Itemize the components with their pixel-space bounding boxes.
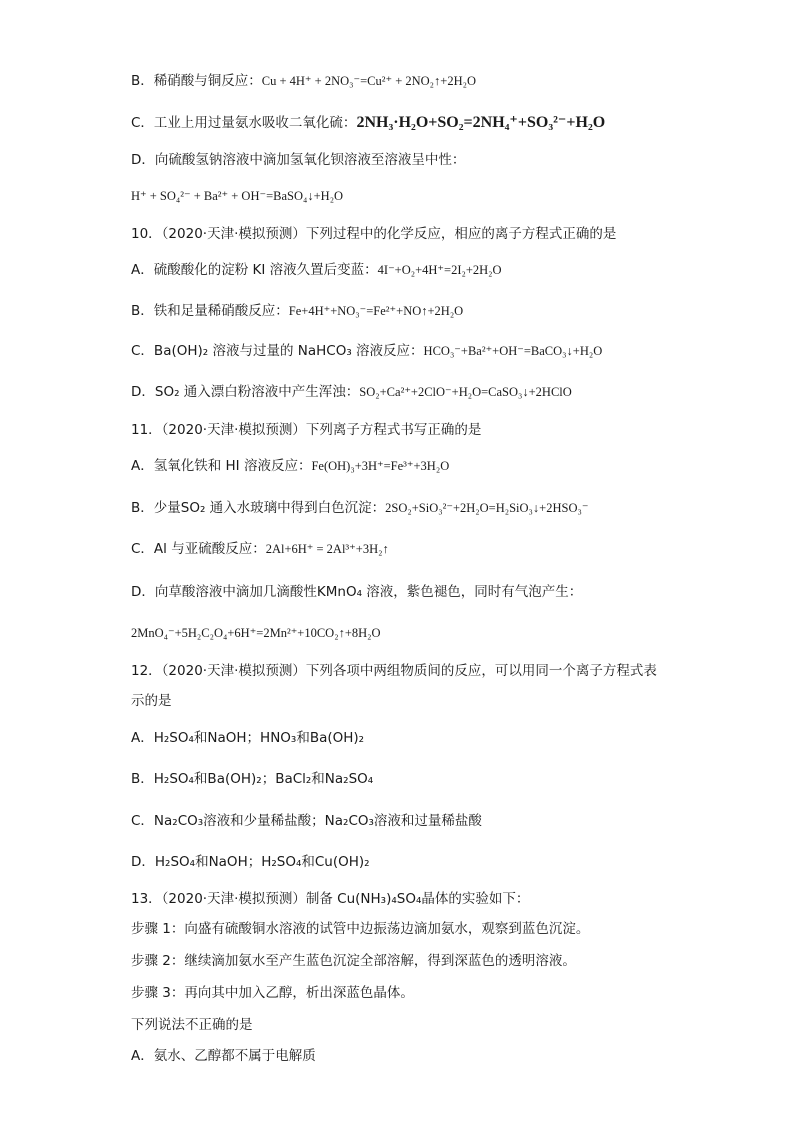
text-line: [131, 457, 449, 475]
line-text: 11．（2020·天津·模拟预测）下列离子方程式书写正确的是: [131, 422, 482, 438]
line-text: D．向草酸溶液中滴加几滴酸性KMnO₄ 溶液，紫色褪色，同时有气泡产生：: [131, 584, 583, 600]
ionic-equation: Cu + 4H⁺ + 2NO₃⁻=Cu²⁺ + 2NO₂↑+2H₂O: [261, 74, 476, 88]
text-line: [131, 692, 172, 710]
text-line: [131, 853, 370, 871]
text-line: [131, 812, 482, 830]
text-line: [131, 540, 389, 558]
text-line: [131, 1016, 253, 1034]
ionic-equation: 2MnO₄⁻+5H₂C₂O₄+6H⁺=2Mn²⁺+10CO₂↑+8H₂O: [131, 626, 381, 640]
line-text: 13．（2020·天津·模拟预测）制备 Cu(NH₃)₄SO₄晶体的实验如下：: [131, 891, 530, 907]
text-line: [131, 114, 605, 132]
text-line: [131, 770, 373, 788]
text-line: [131, 583, 582, 601]
line-text: C．Ba(OH)₂ 溶液与过量的 NaHCO₃ 溶液反应：: [131, 343, 424, 359]
text-line: [131, 383, 572, 401]
text-line: [131, 225, 616, 243]
text-line: [131, 342, 602, 360]
line-text: D．向硫酸氢钠溶液中滴加氢氧化钡溶液至溶液呈中性：: [131, 152, 466, 168]
line-text: C．Al 与亚硫酸反应：: [131, 541, 266, 557]
text-line: [131, 729, 364, 747]
line-text: B．稀硝酸与铜反应：: [131, 73, 262, 89]
text-line: [131, 952, 576, 970]
line-text: C．工业上用过量氨水吸收二氧化硫：: [131, 115, 357, 131]
ionic-equation: 2SO₂+SiO₃²⁻+2H₂O=H₂SiO₃↓+2HSO₃⁻: [385, 501, 589, 515]
ionic-equation: HCO₃⁻+Ba²⁺+OH⁻=BaCO₃↓+H₂O: [423, 344, 603, 358]
line-text: B．铁和足量稀硝酸反应：: [131, 303, 289, 319]
ionic-equation: 2NH₃·H₂O+SO₂=2NH₄⁺+SO₃²⁻+H₂O: [356, 114, 606, 131]
ionic-equation: 2Al+6H⁺ = 2Al³⁺+3H₂↑: [265, 542, 389, 556]
text-line: [131, 72, 476, 90]
ionic-equation: Fe+4H⁺+NO₃⁻=Fe²⁺+NO↑+2H₂O: [288, 304, 464, 318]
line-text: 下列说法不正确的是: [131, 1017, 253, 1033]
line-text: A．H₂SO₄和NaOH；HNO₃和Ba(OH)₂: [131, 730, 365, 746]
ionic-equation: 4I⁻+O₂+4H⁺=2I₂+2H₂O: [377, 263, 502, 277]
text-line: [131, 1047, 316, 1065]
text-line: [131, 890, 529, 908]
line-text: D．H₂SO₄和NaOH；H₂SO₄和Cu(OH)₂: [131, 854, 370, 870]
line-text: A．氢氧化铁和 HI 溶液反应：: [131, 458, 312, 474]
line-text: B．少量SO₂ 通入水玻璃中得到白色沉淀：: [131, 500, 386, 516]
text-line: [131, 499, 588, 517]
ionic-equation: SO₂+Ca²⁺+2ClO⁻+H₂O=CaSO₃↓+2HClO: [359, 385, 572, 399]
line-text: A．氨水、乙醇都不属于电解质: [131, 1048, 316, 1064]
text-line: [131, 984, 414, 1002]
text-line: [131, 261, 502, 279]
text-line: [131, 624, 381, 642]
line-text: C．Na₂CO₃溶液和少量稀盐酸；Na₂CO₃溶液和过量稀盐酸: [131, 813, 482, 829]
line-text: B．H₂SO₄和Ba(OH)₂；BaCl₂和Na₂SO₄: [131, 771, 374, 787]
text-line: [131, 302, 463, 320]
ionic-equation: H⁺ + SO₄²⁻ + Ba²⁺ + OH⁻=BaSO₄↓+H₂O: [131, 189, 344, 203]
line-text: A．硫酸酸化的淀粉 KI 溶液久置后变蓝：: [131, 262, 378, 278]
line-text: 10．（2020·天津·模拟预测）下列过程中的化学反应，相应的离子方程式正确的是: [131, 226, 617, 242]
line-text: 步骤 1：向盛有硫酸铜水溶液的试管中边振荡边滴加氨水，观察到蓝色沉淀。: [131, 921, 590, 937]
line-text: 示的是: [131, 693, 172, 709]
text-line: [131, 151, 465, 169]
line-text: D．SO₂ 通入漂白粉溶液中产生浑浊：: [131, 384, 360, 400]
line-text: 步骤 2：继续滴加氨水至产生蓝色沉淀全部溶解，得到深蓝色的透明溶液。: [131, 953, 576, 969]
text-line: [131, 187, 343, 205]
text-line: [131, 421, 481, 439]
text-line: [131, 662, 657, 680]
line-text: 12．（2020·天津·模拟预测）下列各项中两组物质间的反应，可以用同一个离子方程式表: [131, 663, 657, 679]
text-line: [131, 920, 589, 938]
line-text: 步骤 3：再向其中加入乙醇，析出深蓝色晶体。: [131, 985, 414, 1001]
ionic-equation: Fe(OH)₃+3H⁺=Fe³⁺+3H₂O: [311, 459, 450, 473]
